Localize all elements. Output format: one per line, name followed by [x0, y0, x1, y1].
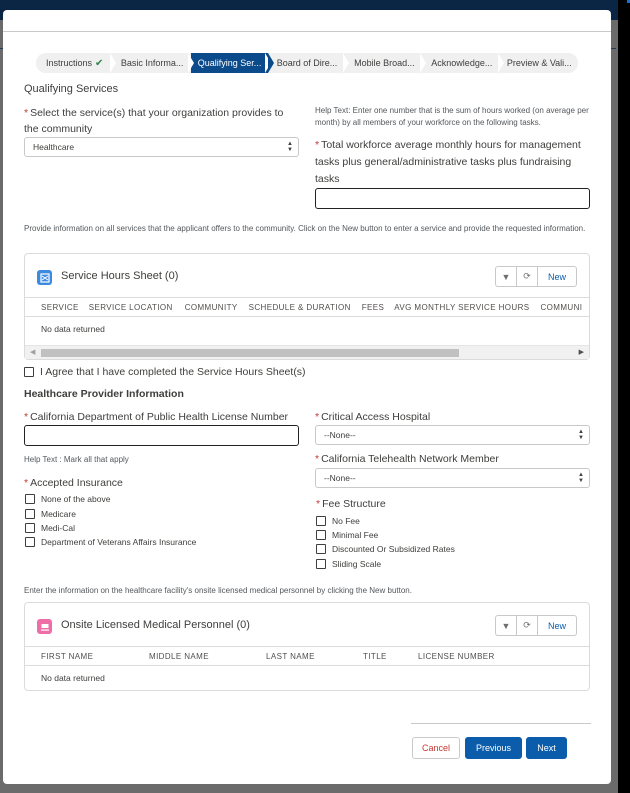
telehealth-select[interactable]: --None-- ▲ ▼: [315, 468, 590, 488]
personnel-title: Onsite Licensed Medical Personnel (0): [61, 619, 250, 631]
window-edge: [618, 0, 630, 793]
column-community[interactable]: COMMUNITY: [184, 302, 238, 312]
required-marker: *: [315, 453, 320, 465]
footer-divider: [411, 723, 591, 724]
checkbox[interactable]: [25, 494, 35, 504]
column-license-number[interactable]: LICENSE NUMBER: [418, 651, 495, 661]
column-middle-name[interactable]: MIDDLE NAME: [149, 651, 209, 661]
service-hours-actions: [495, 266, 577, 287]
services-label: * Select the service(s) that your organization provides to the community: [24, 107, 284, 135]
scroll-right-icon[interactable]: ▶: [578, 349, 584, 356]
column-title[interactable]: TITLE: [363, 651, 387, 661]
filter-icon[interactable]: ▼: [495, 615, 516, 636]
services-info-text: Provide information on all services that the applicant offers to the community. Click on the New button to enter a service and provide the requested information.: [24, 224, 586, 233]
modal-header: [3, 10, 611, 32]
insurance-option-none[interactable]: None of the above: [25, 494, 110, 504]
service-hours-card: [24, 253, 590, 360]
required-marker: *: [315, 411, 320, 423]
fee-option-no-fee[interactable]: No Fee: [316, 516, 360, 526]
workforce-label: * Total workforce average monthly hours for management tasks plus general/administrative tasks plus fundraising tasks: [315, 139, 581, 185]
checkbox[interactable]: [316, 559, 326, 569]
column-service-location[interactable]: SERVICE LOCATION: [88, 302, 173, 312]
agree-checkbox[interactable]: [24, 367, 34, 377]
fee-option-minimal[interactable]: Minimal Fee: [316, 530, 378, 540]
section-title-healthcare: Healthcare Provider Information: [24, 388, 184, 400]
section-title-qualifying-services: Qualifying Services: [24, 83, 119, 95]
required-marker: *: [24, 477, 29, 489]
checkbox[interactable]: [25, 523, 35, 533]
telehealth-label: * California Telehealth Network Member: [315, 453, 499, 465]
service-hours-empty: No data returned: [41, 324, 105, 334]
insurance-option-medicare[interactable]: Medicare: [25, 509, 76, 519]
required-marker: *: [315, 139, 320, 151]
required-marker: *: [316, 498, 321, 510]
refresh-icon[interactable]: ⟳: [516, 615, 537, 636]
column-avg-monthly-hours[interactable]: AVG MONTHLY SERVICE HOURS: [394, 302, 530, 312]
next-button[interactable]: Next: [526, 737, 567, 759]
column-community-2[interactable]: COMMUNI: [540, 302, 583, 312]
filter-icon[interactable]: ▼: [495, 266, 516, 287]
insurance-help-text: Help Text : Mark all that apply: [24, 455, 129, 464]
personnel-new-button[interactable]: New: [537, 615, 577, 636]
path-step-qualifying-services[interactable]: Qualifying Ser...: [191, 53, 268, 73]
column-last-name[interactable]: LAST NAME: [266, 651, 315, 661]
previous-button[interactable]: Previous: [465, 737, 522, 759]
column-schedule-duration[interactable]: SCHEDULE & DURATION: [248, 302, 351, 312]
path-step-basic-information[interactable]: Basic Informa...: [113, 53, 190, 73]
column-service[interactable]: SERVICE: [41, 302, 79, 312]
service-hours-icon: [37, 270, 52, 285]
personnel-table-header: [25, 646, 589, 666]
service-hours-title: Service Hours Sheet (0): [61, 270, 179, 282]
horizontal-scrollbar[interactable]: [25, 345, 589, 359]
checkbox[interactable]: [316, 530, 326, 540]
fee-option-sliding-scale[interactable]: Sliding Scale: [316, 559, 381, 569]
path-step-mobile-broadband[interactable]: Mobile Broad...: [346, 53, 423, 73]
path-step-board-of-directors[interactable]: Board of Dire...: [268, 53, 345, 73]
personnel-empty: No data returned: [41, 673, 105, 683]
personnel-card: [24, 602, 590, 691]
path-step-acknowledgement[interactable]: Acknowledge...: [423, 53, 500, 73]
checkbox[interactable]: [316, 544, 326, 554]
path-step-instructions[interactable]: Instructions ✔: [36, 53, 113, 73]
license-label: * California Department of Public Health License Number: [24, 411, 289, 423]
column-first-name[interactable]: FIRST NAME: [41, 651, 94, 661]
refresh-icon[interactable]: ⟳: [516, 266, 537, 287]
modal-dialog: [3, 10, 611, 784]
personnel-info-text: Enter the information on the healthcare facility's onsite licensed medical personnel by clicking the New button.: [24, 586, 412, 595]
checkbox[interactable]: [316, 516, 326, 526]
required-marker: *: [24, 107, 29, 119]
personnel-icon: [37, 619, 52, 634]
column-fees[interactable]: FEES: [361, 302, 385, 312]
service-hours-new-button[interactable]: New: [537, 266, 577, 287]
checkbox[interactable]: [25, 509, 35, 519]
insurance-option-medi-cal[interactable]: Medi-Cal: [25, 523, 75, 533]
cancel-button[interactable]: Cancel: [412, 737, 460, 759]
personnel-actions: [495, 615, 577, 636]
select-arrows-icon: ▲ ▼: [578, 472, 584, 484]
checkbox[interactable]: [25, 537, 35, 547]
critical-access-select[interactable]: --None-- ▲ ▼: [315, 425, 590, 445]
agree-checkbox-row[interactable]: I Agree that I have completed the Service Hours Sheet(s): [24, 366, 306, 378]
select-arrows-icon: ▲ ▼: [578, 429, 584, 441]
service-hours-table-header: [25, 297, 589, 317]
workforce-help-text: Help Text: Enter one number that is the sum of hours worked (on average per month) by all members of your workforce on the following tasks.: [315, 106, 589, 127]
required-marker: *: [24, 411, 29, 423]
services-select[interactable]: Healthcare ▲ ▼: [24, 137, 299, 157]
path-step-preview-validate[interactable]: Preview & Vali...: [501, 53, 578, 73]
fee-structure-label: * Fee Structure: [316, 498, 386, 510]
select-arrows-icon: ▲ ▼: [287, 141, 293, 153]
workforce-hours-input[interactable]: [315, 188, 590, 209]
progress-path: [36, 53, 578, 73]
fee-option-discounted[interactable]: Discounted Or Subsidized Rates: [316, 544, 455, 554]
license-number-input[interactable]: [24, 425, 299, 446]
scrollbar-thumb[interactable]: [41, 349, 459, 357]
critical-access-label: * Critical Access Hospital: [315, 411, 431, 423]
insurance-option-va[interactable]: Department of Veterans Affairs Insurance: [25, 537, 196, 547]
checkmark-icon: ✔: [95, 57, 104, 69]
accepted-insurance-label: * Accepted Insurance: [24, 477, 123, 489]
scroll-left-icon[interactable]: ◀: [30, 349, 36, 356]
